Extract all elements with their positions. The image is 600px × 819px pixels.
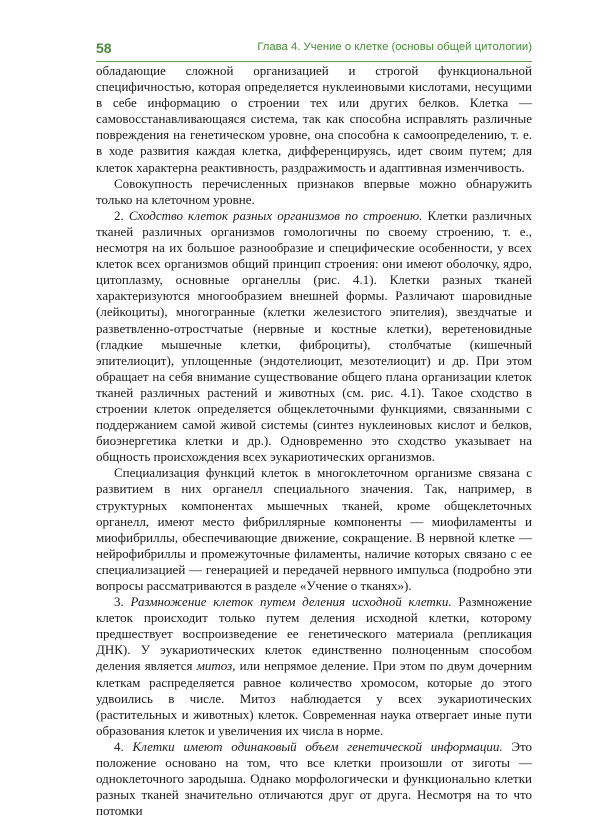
section-heading-4: Клетки имеют одинаковый объем генетической информации. [132, 738, 503, 754]
section-heading-2: Сходство клеток разных организмов по строению. [128, 207, 423, 223]
paragraph-3: 2. Сходство клеток разных организмов по строению. Клетки различных тканей различных организмов гомологичны по своему строению, т. е., несмотря на их большое разнообразие и специфические особенности, у всех клеток всех организмов общий принцип строения: они имеют оболочку, ядро, цитоплазму, основные органеллы (рис. 4.1). Клетки разных тканей характеризуются многообразием внешней формы. Различают шаровидные (лейкоциты), многогранные (клетки железистого эпителия), звездчатые и разветвленно-отростчатые (нервные и костные клетки), веретеновидные (гладкие мышечные клетки, фиброциты), столбчатые (кишечный эпителиоцит), уплощенные (эндотелиоцит, мезотелиоцит) и др. При этом обращает на себя внимание существование общего плана организации клеток тканей различных растений и животных (см. рис. 4.1). Такое сходство в строении клеток определяется общеклеточными функциями, связанными с поддержанием самой живой системы (синтез нуклеиновых кислот и белков, биоэнергетика клетки и др.). Одновременно это сходство указывает на общность происхождения всех эукариотических организмов. [96, 207, 532, 465]
paragraph-1: обладающие сложной организацией и строгой функциональной специфичностью, которая определяется нуклеиновыми кислотами, несущими в себе информацию о строении тех или других белков. Клетка — самовосстанавливающаяся система, так как способна исправлять различные повреждения на генетическом уровне, она способна к самоопределению, т. е. в ходе развития каждая клетка, дифференцируясь, идет своим путем; для клеток характерна реактивность, раздражимость и адаптивная изменчивость. [96, 63, 532, 175]
paragraph-6: 4. Клетки имеют одинаковый объем генетической информации. Это положение основано на том, что все клетки произошли от зиготы — одноклеточного зародыша. Однако морфологически и функционально клетки разных тканей значительно отличаются друг от друга. Несмотря на то что потомки [96, 738, 533, 819]
body-text [96, 63, 532, 819]
page-header [96, 40, 532, 60]
term-mitosis: митоз [196, 658, 233, 674]
paragraph-4: Специализация функций клеток в многоклеточном организме связана с развитием в них органелл специального значения. Так, например, в структурных компонентах мышечных тканей, кроме общеклеточных органелл, имеют место фибриллярные компоненты — миофиламенты и миофибриллы, обеспечивающие движение, сокращение. В нервной клетке — нейрофибриллы и промежуточные филаменты, наличие которых связано с ее специализацией — генерацией и передачей нервного импульса (подробно эти вопросы рассматриваются в разделе «Учение о тканях»). [96, 465, 532, 593]
section-heading-3: Размножение клеток путем деления исходной клетки. [130, 594, 452, 610]
chapter-title: Глава 4. Учение о клетке (основы общей цитологии) [257, 41, 532, 53]
header-rule [96, 61, 532, 62]
paragraph-5: 3. Размножение клеток путем деления исходной клетки. Размножение клеток происходит только путем деления исходной клетки, которому предшествует воспроизведение ее генетического материала (репликация ДНК). У эукариотических клеток единственно полноценным способом деления является митоз, или непрямое деление. При этом по двум дочерним клеткам распределяется равное количество хромосом, которые до этого удвоились в числе. Митоз наблюдается у всех эукариотических (растительных и животных) клеток. Современная наука отвергает иные пути образования клеток и увеличения их числа в норме. [96, 594, 532, 738]
paragraph-2: Совокупность перечисленных признаков впервые можно обнаружить только на клеточном уровне. [96, 175, 532, 207]
page-number: 58 [96, 40, 112, 56]
